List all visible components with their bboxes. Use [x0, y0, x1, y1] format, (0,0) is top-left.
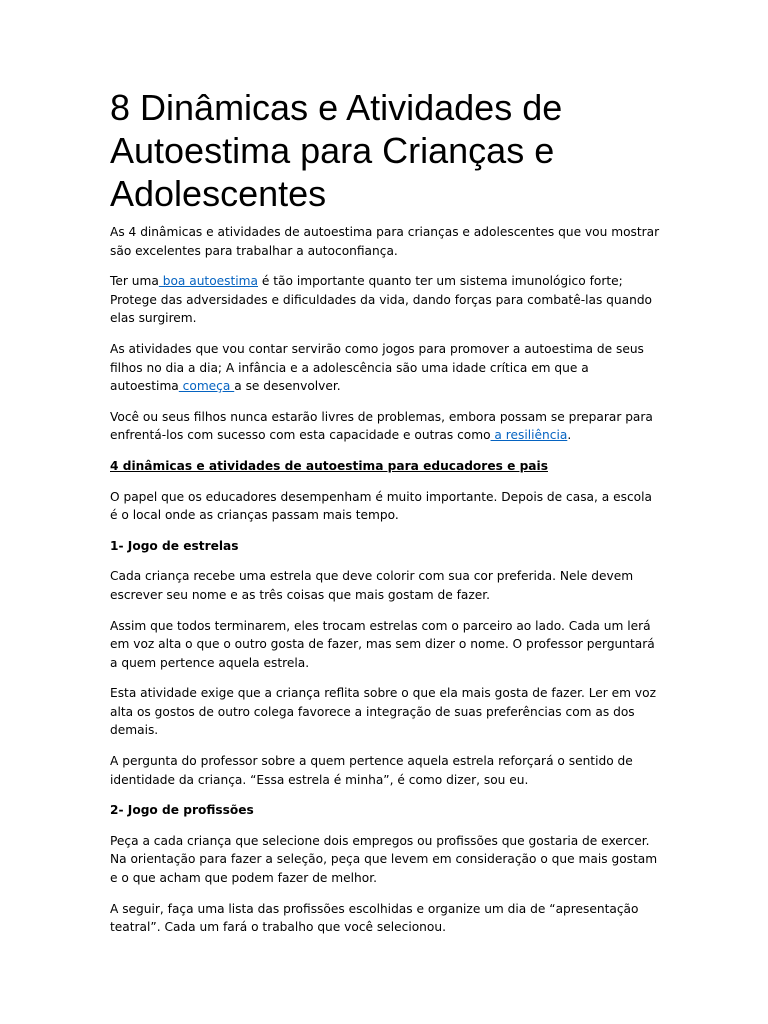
profissoes-paragraph-2: A seguir, faça uma lista das profissões escolhidas e organize um dia de “apresentação teatral”. Cada um fará o trabalho que você selecionou. — [110, 901, 639, 935]
paragraph-text: é tão importante quanto ter um sistema imunológico forte; Protege das adversidades e dificuldades da vida, dando forças para combatê-las quando elas surgirem. — [110, 274, 653, 326]
resiliencia-paragraph — [110, 408, 660, 445]
educadores-paragraph: O papel que os educadores desempenham é muito importante. Depois de casa, a escola é o local onde as crianças passam mais tempo. — [110, 489, 652, 523]
section-heading: 4 dinâmicas e atividades de autoestima para educadores e pais — [110, 458, 548, 473]
autoestima-paragraph — [110, 272, 660, 328]
subheading-jogo-estrelas: 1- Jogo de estrelas — [110, 538, 239, 553]
subheading-jogo-profissoes: 2- Jogo de profissões — [110, 803, 254, 818]
estrelas-paragraph-2: Assim que todos terminarem, eles trocam estrelas com o parceiro ao lado. Cada um lerá em voz alta o que o outro gosta de fazer, mas sem dizer o nome. O professor perguntará a quem pertence aquela estrela. — [110, 618, 655, 670]
paragraph-text: As atividades que vou contar servirão como jogos para promover a autoestima de seus filhos no dia a dia; A infância e a adolescência são uma idade crítica em que a autoestima — [110, 341, 644, 394]
estrelas-paragraph-3: Esta atividade exige que a criança reflita sobre o que ela mais gosta de fazer. Ler em voz alta os gostos de outro colega favorece a integração de suas preferências com as dos demais. — [110, 686, 656, 738]
boa-autoestima-link[interactable]: boa autoestima — [158, 274, 259, 289]
resiliencia-link[interactable]: a resiliência — [490, 428, 568, 443]
estrelas-paragraph-4: A pergunta do professor sobre a quem pertence aquela estrela reforçará o sentido de identidade da criança. “Essa estrela é minha”, é como dizer, sou eu. — [110, 754, 633, 787]
atividades-paragraph — [110, 340, 660, 396]
comeca-link[interactable]: começa — [178, 379, 235, 394]
paragraph-text: Você ou seus filhos nunca estarão livres de problemas, embora possam se preparar para enfrentá-los com sucesso com esta capacidade e outras como — [110, 409, 653, 443]
profissoes-paragraph-1: Peça a cada criança que selecione dois empregos ou profissões que gostaria de exercer. Na orientação para fazer a seleção, peça que levem em consideração o que mais gostam e o que acham que podem fazer de melhor. — [110, 833, 658, 886]
estrelas-paragraph-1: Cada criança recebe uma estrela que deve colorir com sua cor preferida. Nele devem escrever seu nome e as três coisas que mais gostam de fazer. — [110, 569, 634, 602]
page-title: 8 Dinâmicas e Atividades de Autoestima para Crianças e Adolescentes — [110, 87, 563, 214]
paragraph-text: Ter uma — [110, 274, 159, 289]
paragraph-text: . — [567, 428, 572, 443]
intro-paragraph: As 4 dinâmicas e atividades de autoestima para crianças e adolescentes que vou mostrar são excelentes para trabalhar a autoconfiança. — [110, 225, 660, 258]
document-page — [110, 86, 660, 949]
paragraph-text: a se desenvolver. — [234, 379, 341, 394]
